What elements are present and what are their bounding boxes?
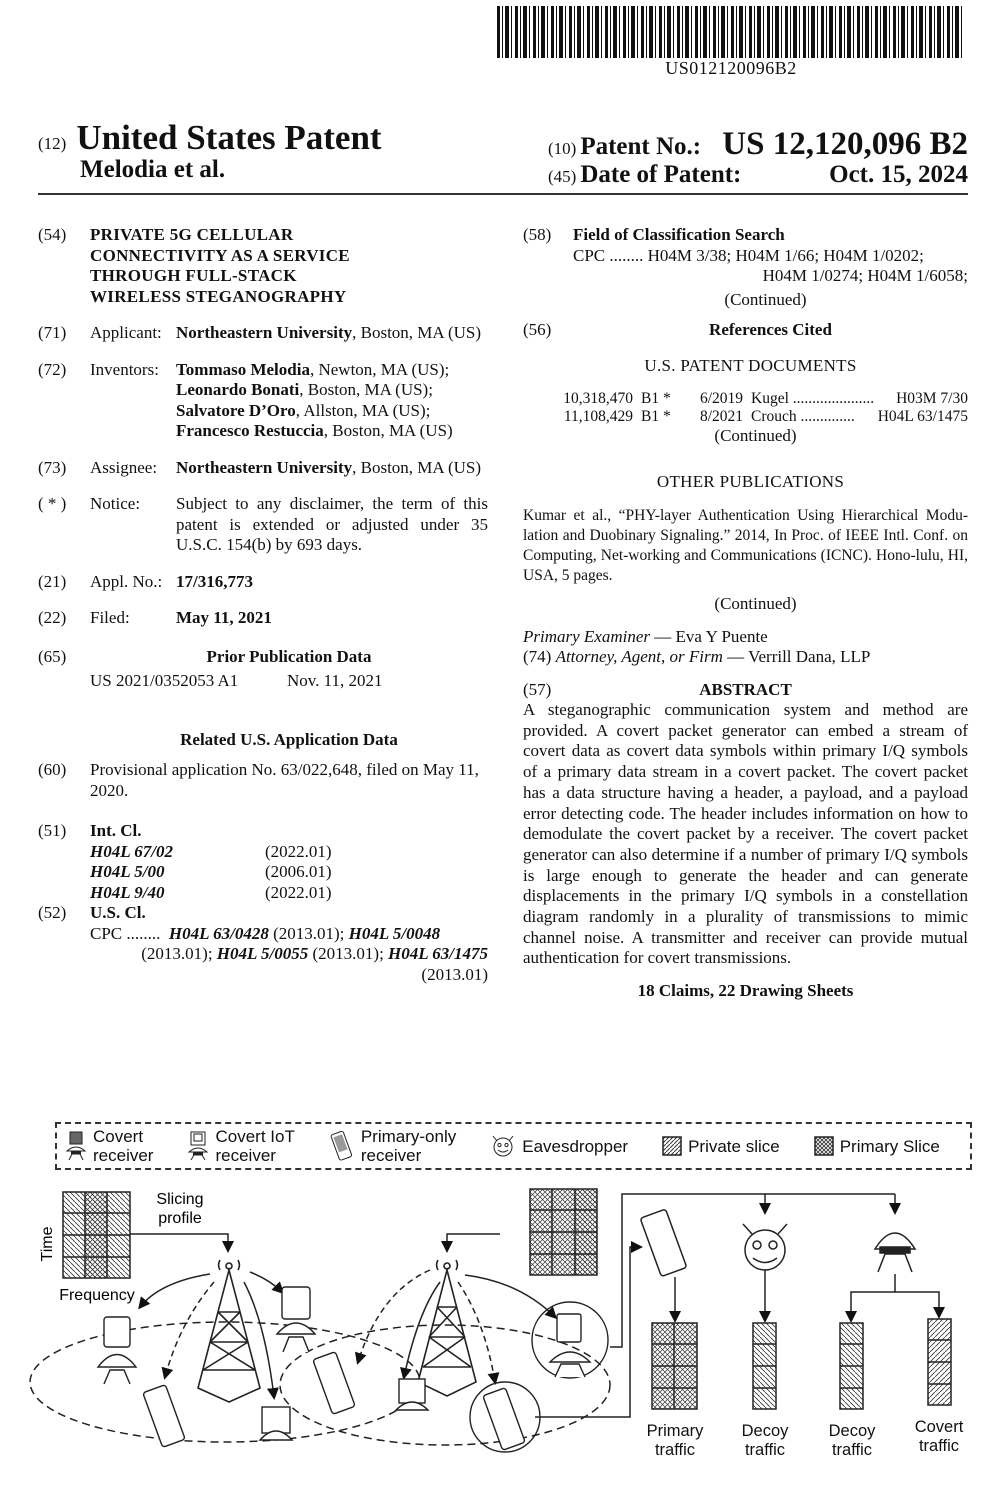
slicing-grid-right [530, 1189, 597, 1275]
continued-note: (Continued) [714, 594, 797, 613]
code: (52) [38, 903, 67, 922]
ref-class: H04L 63/1475 [877, 408, 968, 425]
inventor [176, 380, 488, 401]
field-search-heading-row [523, 225, 968, 246]
ref-number: 11,108,429 [563, 408, 633, 425]
code: (21) [38, 571, 67, 591]
notice-entry [38, 494, 488, 556]
class-row [90, 862, 488, 883]
dash: — [722, 647, 749, 666]
axis-time-label: Time [39, 1226, 56, 1262]
code: (65) [38, 646, 67, 666]
legend-label: receiver [360, 1146, 422, 1165]
examiner-label: Primary Examiner [523, 626, 651, 646]
attorney-line [523, 647, 968, 668]
document-title: United States Patent [76, 118, 382, 157]
us-patent-docs-heading: U.S. PATENT DOCUMENTS [644, 355, 857, 375]
left-column [38, 225, 488, 1001]
decoy-traffic-bar [840, 1323, 863, 1409]
application-number: 17/316,773 [176, 571, 253, 591]
reference-row [523, 408, 968, 426]
covert-iot-receiver-icon [187, 1131, 209, 1161]
other-pub-text: Kumar et al., “PHY-layer Authentication Using Hierarchical Modu-lation and Duobinary Signaling.” 2014, In Proc. of IEEE Intl. Conf. on Computing, Net-working and Communications (ICNC). Hono-lulu, HI, USA, 5 pages. [523, 507, 968, 584]
decoy-traffic-bar [753, 1323, 776, 1409]
ref-number: 10,318,470 [563, 390, 633, 407]
patent-header-right [548, 126, 968, 189]
primary-only-receiver-icon [329, 1131, 355, 1161]
code: (51) [38, 821, 67, 840]
legend-label: Primary Slice [839, 1136, 940, 1156]
class-row [90, 842, 488, 863]
code-45: (45) [548, 167, 577, 186]
traffic-label [820, 1422, 884, 1460]
private-slice-icon [662, 1136, 682, 1156]
examiner-line [523, 627, 968, 648]
code: (22) [38, 608, 67, 627]
other-pubs-heading: OTHER PUBLICATIONS [656, 471, 845, 491]
eavesdropper-devil-icon [743, 1224, 787, 1270]
class-code: H04L 9/40 [90, 882, 165, 902]
attorney-label: Attorney, Agent, or Firm [555, 647, 723, 666]
eavesdropper-icon [490, 1133, 516, 1159]
label: Notice: [90, 494, 141, 513]
code: (56) [523, 320, 552, 339]
examiner-name: Eva Y Puente [675, 626, 768, 646]
class-version: (2013.01); [268, 923, 349, 943]
label: Filed: [90, 608, 130, 627]
us-cl-heading: U.S. Cl. [90, 903, 146, 922]
label: Applicant: [90, 323, 162, 342]
primary-receiver-phone-icon [640, 1209, 687, 1276]
legend-item [490, 1133, 628, 1159]
refs-heading-row [523, 320, 968, 341]
field-search-line: H04M 1/0274; H04M 1/6058; [762, 266, 968, 285]
class-code: H04L 5/00 [90, 862, 165, 881]
legend-item [814, 1136, 940, 1156]
field-search-heading: Field of Classification Search [573, 225, 785, 244]
barcode [497, 6, 965, 58]
prior-pub-entry [38, 647, 488, 668]
inventor-location: , Newton, MA (US); [309, 359, 450, 379]
assignee-entry [38, 458, 488, 479]
assignee-location: , Boston, MA (US) [352, 457, 482, 477]
inventor-name: Leonardo Bonati [176, 380, 300, 399]
code: (58) [523, 225, 552, 244]
filed-date: May 11, 2021 [176, 608, 272, 627]
class-code: H04L 5/0055 [216, 944, 309, 963]
code: ( * ) [38, 494, 67, 513]
cell-tower-icon [198, 1260, 260, 1402]
traffic-label-line: traffic [918, 1437, 960, 1455]
continued-note: (Continued) [724, 289, 807, 309]
abstract-heading-row [523, 680, 968, 701]
reference-row [523, 390, 968, 408]
class-code: H04L 63/0428 [168, 923, 269, 943]
traffic-label-line: Covert [914, 1418, 964, 1436]
legend-label: Primary-only [360, 1127, 457, 1146]
code: (60) [38, 760, 67, 779]
legend-label: Covert IoT [215, 1127, 295, 1146]
attorney-name: Verrill Dana, LLP [748, 647, 871, 666]
slicing-profile-label: Slicing [156, 1191, 204, 1208]
patent-header-left [38, 118, 382, 184]
applicant-location: , Boston, MA (US) [352, 323, 482, 342]
legend-item [187, 1127, 294, 1165]
traffic-label-line: traffic [831, 1441, 873, 1459]
publication-date: Nov. 11, 2021 [287, 671, 383, 690]
class-version: (2006.01) [265, 862, 332, 881]
patent-number: US 12,120,096 B2 [722, 126, 968, 162]
inventor-name: Salvatore D’Oro [176, 400, 296, 420]
code: (72) [38, 359, 67, 379]
barcode-number: US012120096B2 [665, 58, 797, 78]
class-code: H04L 63/1475 [388, 944, 488, 963]
refs-heading: References Cited [709, 320, 832, 339]
traffic-label-line: traffic [744, 1441, 786, 1459]
patent-date: Oct. 15, 2024 [829, 161, 968, 188]
related-entry [38, 760, 488, 801]
ref-date: 6/2019 [699, 390, 743, 407]
class-version: (2022.01) [265, 841, 332, 861]
appl-no-entry [38, 572, 488, 593]
label: Assignee: [90, 457, 158, 477]
ref-class: H03M 7/30 [896, 390, 968, 407]
axis-frequency-label: Frequency [59, 1287, 135, 1304]
code-10: (10) [548, 139, 577, 158]
authors: Melodia et al. [80, 156, 226, 183]
related-heading: Related U.S. Application Data [180, 729, 398, 749]
cell-tower-icon [418, 1260, 476, 1396]
code: (54) [38, 225, 67, 244]
date-label: Date of Patent: [580, 161, 742, 188]
representative-figure [39, 1122, 970, 1497]
filed-entry [38, 608, 488, 629]
legend-label: receiver [215, 1146, 276, 1165]
traffic-label-line: Decoy [741, 1422, 789, 1440]
code: (71) [38, 323, 67, 342]
ref-name: Kugel [751, 390, 789, 407]
prior-pub-row [38, 671, 488, 692]
abstract-text: A steganographic communication system and method are provided. A covert packet generator can embed a stream of covert data as covert data symbols within primary I/Q symbols of a primary data stream in a covert packet. The covert packet has a data structure having a header, a payload, and a payload error detecting code. The header includes information on how to demodulate the covert packet by a receiver. The covert packet generator can also determine if a number of primary I/Q symbols is large enough to generate the header and can generate displacements in the primary I/Q symbols in a constellation diagram randomly in a plurality of transmissions to mimic channel noise. A transmitter and receiver can provide mutual authentication for covert transmissions. [523, 700, 968, 968]
class-code: H04L 67/02 [90, 841, 173, 861]
class-code: H04L 5/0048 [348, 923, 441, 943]
inventor-name: Francesco Restuccia [176, 421, 324, 440]
class-version: (2013.01) [421, 964, 488, 984]
ref-kind: B1 * [641, 408, 671, 425]
traffic-label-line: traffic [654, 1441, 696, 1459]
inventor-name: Tommaso Melodia [176, 359, 310, 379]
legend-item [65, 1127, 153, 1165]
slicing-grid-left [63, 1192, 130, 1278]
class-version: (2013.01); [308, 944, 389, 963]
legend-label: receiver [93, 1146, 154, 1165]
assignee-name: Northeastern University [176, 457, 353, 477]
primary-slice-icon [814, 1136, 834, 1156]
traffic-label-line: Decoy [828, 1422, 876, 1440]
cpc-classes: CPC ........ H04L 63/0428 (2013.01); H04L 5/0048 (2013.01); H04L 5/0055 (2013.01); H04L 63/1475 (2013.01) [90, 923, 488, 984]
legend-item [662, 1136, 780, 1156]
applicant-entry [38, 323, 488, 344]
code: (57) [523, 679, 552, 699]
covert-receiver-spy-icon [875, 1233, 915, 1272]
right-column [523, 225, 968, 1002]
traffic-label [907, 1418, 971, 1456]
figure-legend [55, 1122, 972, 1170]
dash: — [650, 626, 676, 646]
inventor-location: , Allston, MA (US); [295, 400, 431, 420]
publication-number: US 2021/0352053 A1 [90, 671, 239, 690]
continued-note: (Continued) [714, 426, 797, 445]
traffic-label-line: Primary [646, 1422, 704, 1440]
legend-label: Private slice [688, 1136, 780, 1156]
inventor [176, 401, 488, 422]
legend-label: Eavesdropper [522, 1136, 629, 1156]
covert-receiver-icon [65, 1131, 87, 1161]
prior-pub-heading: Prior Publication Data [206, 646, 372, 666]
ref-leader: ..................... [788, 390, 879, 407]
class-version: (2022.01) [265, 882, 332, 902]
label: Inventors: [90, 359, 159, 379]
covert-traffic-bar [928, 1319, 951, 1405]
class-row [90, 883, 488, 904]
ref-date: 8/2021 [699, 408, 743, 425]
header-divider [38, 193, 968, 195]
claims-summary: 18 Claims, 22 Drawing Sheets [637, 981, 854, 1001]
inventor-location: , Boston, MA (US) [323, 421, 453, 440]
legend-item [329, 1127, 456, 1165]
inventor [176, 421, 488, 442]
int-cl-entry [38, 821, 488, 903]
related-text: Provisional application No. 63/022,648, filed on May 11, 2020. [90, 760, 479, 800]
ref-leader: .............. [796, 408, 859, 425]
code: (73) [38, 457, 67, 477]
abstract-heading: ABSTRACT [699, 679, 792, 699]
code: (74) [523, 647, 552, 666]
ref-kind: B1 * [641, 390, 671, 407]
inventor [176, 360, 488, 381]
legend-label: Covert [93, 1127, 144, 1146]
cpc-prefix: CPC ........ [90, 923, 161, 943]
primary-traffic-bar [652, 1323, 697, 1409]
inventors-entry [38, 360, 488, 442]
label: Appl. No.: [90, 571, 163, 591]
int-cl-heading: Int. Cl. [90, 821, 142, 840]
field-search-line: CPC ........ H04M 3/38; H04M 1/66; H04M 1/0202; [573, 245, 924, 265]
title-entry [38, 225, 488, 307]
inventor-location: , Boston, MA (US); [299, 380, 433, 399]
code-12: (12) [38, 134, 67, 153]
invention-title: PRIVATE 5G CELLULAR CONNECTIVITY AS A SERVICE THROUGH FULL-STACK WIRELESS STEGANOGRAPHY [90, 225, 350, 306]
patent-no-label: Patent No.: [580, 133, 702, 160]
ref-name: Crouch [751, 408, 797, 425]
traffic-label [643, 1422, 707, 1460]
us-cl-entry [38, 903, 488, 985]
traffic-label [733, 1422, 797, 1460]
applicant-name: Northeastern University [176, 323, 353, 342]
slicing-profile-label: profile [158, 1210, 202, 1227]
covert-receiver-device-icon [104, 1317, 130, 1347]
notice-text: Subject to any disclaimer, the term of this patent is extended or adjusted under 35 U.S.C. 154(b) by 693 days. [176, 494, 488, 554]
